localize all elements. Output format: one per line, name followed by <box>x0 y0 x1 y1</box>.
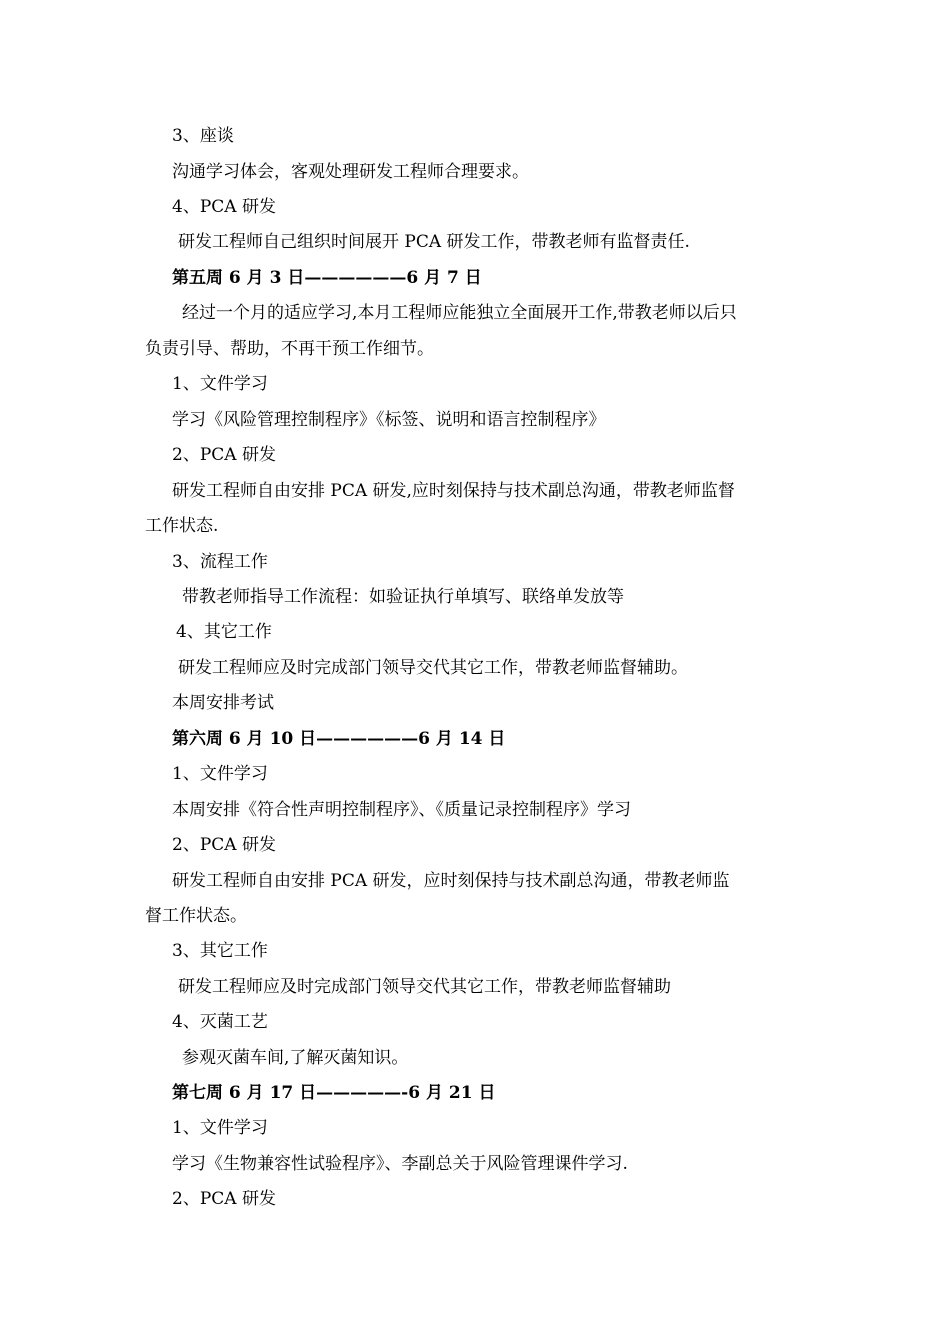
paragraph-line: 研发工程师应及时完成部门领导交代其它工作，带教老师监督辅助。 <box>178 658 688 678</box>
section-item-2-pca: 2、PCA 研发 <box>172 835 276 855</box>
section-item-1-docs: 1、文件学习 <box>172 374 268 394</box>
section-item-2-pca: 2、PCA 研发 <box>172 1189 276 1209</box>
paragraph-line: 学习《风险管理控制程序》《标签、说明和语言控制程序》 <box>172 410 606 430</box>
paragraph-line: 带教老师指导工作流程：如验证执行单填写、联络单发放等 <box>182 587 624 607</box>
paragraph-line: 参观灭菌车间,了解灭菌知识。 <box>182 1048 409 1068</box>
week-heading-7: 第七周 6 月 17 日—————-6 月 21 日 <box>172 1083 496 1103</box>
paragraph-line: 本周安排《符合性声明控制程序》、《质量记录控制程序》学习 <box>172 800 631 820</box>
section-item-1-docs: 1、文件学习 <box>172 1118 268 1138</box>
section-item-4-pca: 4、PCA 研发 <box>172 197 276 217</box>
section-item-1-docs: 1、文件学习 <box>172 764 268 784</box>
paragraph-line: 沟通学习体会，客观处理研发工程师合理要求。 <box>172 162 529 182</box>
section-item-3-seminar: 3、座谈 <box>172 126 234 146</box>
section-item-4-sterilization: 4、灭菌工艺 <box>172 1012 268 1032</box>
section-item-2-pca: 2、PCA 研发 <box>172 445 276 465</box>
paragraph-line: 研发工程师自由安排 PCA 研发，应时刻保持与技术副总沟通，带教老师监 <box>172 871 730 891</box>
paragraph-line: 学习《生物兼容性试验程序》、李副总关于风险管理课件学习. <box>172 1154 628 1174</box>
paragraph-line: 督工作状态。 <box>145 906 247 926</box>
paragraph-line: 工作状态. <box>145 516 219 536</box>
paragraph-line: 研发工程师自由安排 PCA 研发,应时刻保持与技术副总沟通，带教老师监督 <box>172 481 735 501</box>
week-heading-6: 第六周 6 月 10 日——————6 月 14 日 <box>172 729 506 749</box>
week-heading-5: 第五周 6 月 3 日——————6 月 7 日 <box>172 268 482 288</box>
section-item-4-other: 4、其它工作 <box>176 622 272 642</box>
paragraph-line: 研发工程师自己组织时间展开 PCA 研发工作，带教老师有监督责任. <box>178 232 690 252</box>
paragraph-line: 经过一个月的适应学习,本月工程师应能独立全面展开工作,带教老师以后只 <box>182 303 737 323</box>
section-item-3-process: 3、流程工作 <box>172 552 268 572</box>
section-item-3-other: 3、其它工作 <box>172 941 268 961</box>
paragraph-line: 本周安排考试 <box>172 693 274 713</box>
paragraph-line: 研发工程师应及时完成部门领导交代其它工作，带教老师监督辅助 <box>178 977 671 997</box>
paragraph-line: 负责引导、帮助，不再干预工作细节。 <box>145 339 434 359</box>
